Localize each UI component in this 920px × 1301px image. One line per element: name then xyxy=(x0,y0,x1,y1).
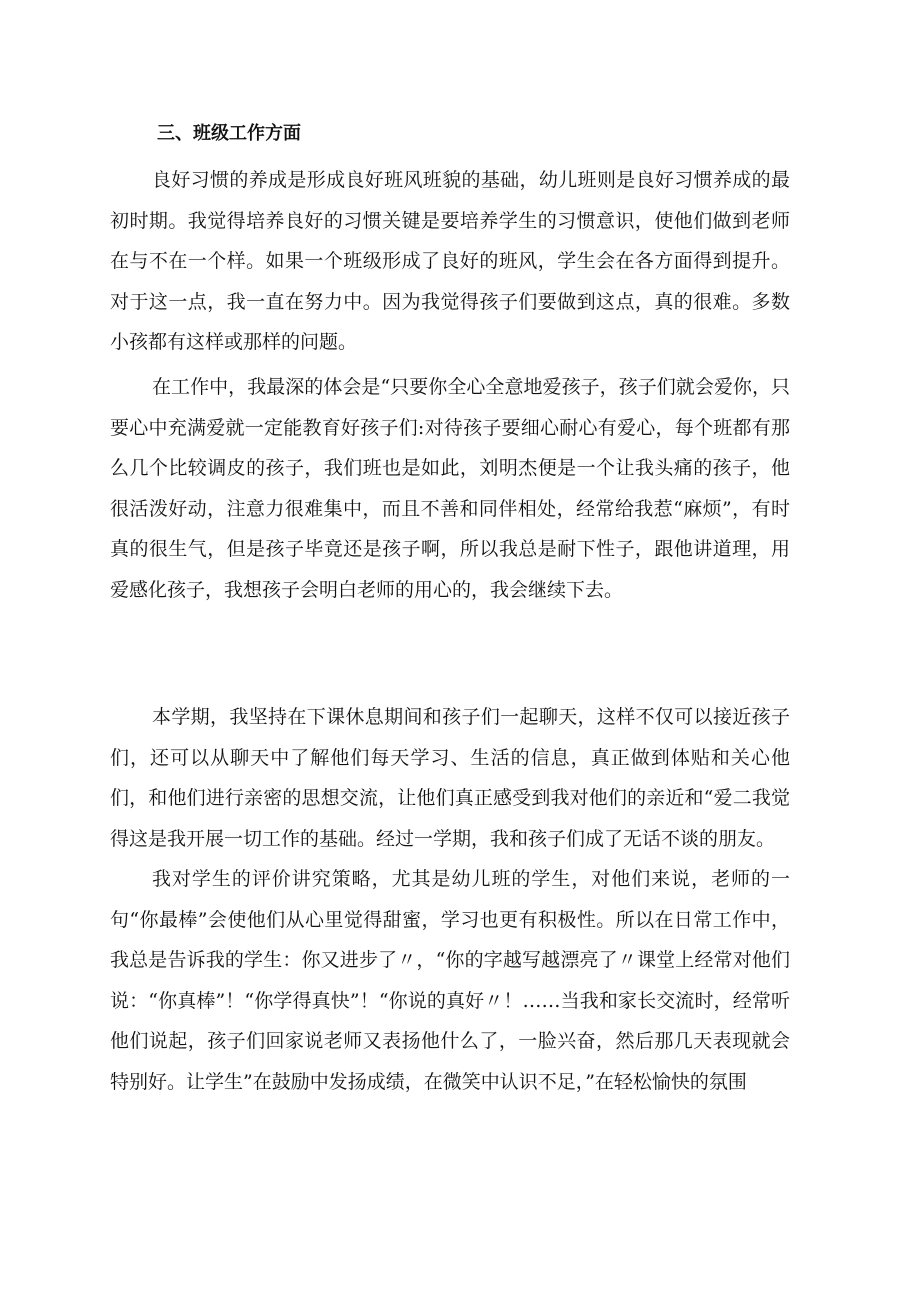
section-heading: 三、班级工作方面 xyxy=(157,123,301,144)
paragraph-praise: 我对学生的评价讲究策略，尤其是幼儿班的学生，对他们来说，老师的一句“你最棒”会使他们从心里觉得甜蜜，学习也更有积极性。所以在日常工作中，我总是告诉我的学生：你又进步了〃，“你的字越写越漂亮了〃课堂上经常对他们说：“你真棒”！“你学得真快”！“你说的真好〃！……当我和家长交流时，经常听他们说起，孩子们回家说老师又表扬他什么了，一脸兴奋，然后那几天表现就会特别好。让学生”在鼓励中发扬成绩，在微笑中认识不足，”在轻松愉快的氛围 xyxy=(110,868,790,1093)
paragraph-chatting: 本学期，我坚持在下课休息期间和孩子们一起聊天，这样不仅可以接近孩子们，还可以从聊天中了解他们每天学习、生活的信息，真正做到体贴和关心他们，和他们进行亲密的思想交流，让他们真正感受到我对他们的亲近和“爱二我觉得这是我开展一切工作的基础。经过一学期，我和孩子们成了无话不谈的朋友。 xyxy=(110,706,790,850)
paragraph-love: 在工作中，我最深的体会是“只要你全心全意地爱孩子，孩子们就会爱你，只要心中充满爱就一定能教育好孩子们:对待孩子要细心耐心有爱心，每个班都有那么几个比较调皮的孩子，我们班也是如此，刘明杰便是一个让我头痛的孩子，他很活泼好动，注意力很难集中，而且不善和同伴相处，经常给我惹“麻烦”，有时真的很生气，但是孩子毕竟还是孩子啊，所以我总是耐下性子，跟他讲道理，用爱感化孩子，我想孩子会明白老师的用心的，我会继续下去。 xyxy=(110,376,790,601)
paragraph-habits: 良好习惯的养成是形成良好班风班貌的基础，幼儿班则是良好习惯养成的最初时期。我觉得培养良好的习惯关键是要培养学生的习惯意识，使他们做到老师在与不在一个样。如果一个班级形成了良好的班风，学生会在各方面得到提升。对于这一点，我一直在努力中。因为我觉得孩子们要做到这点，真的很难。多数小孩都有这样或那样的问题。 xyxy=(110,169,790,353)
